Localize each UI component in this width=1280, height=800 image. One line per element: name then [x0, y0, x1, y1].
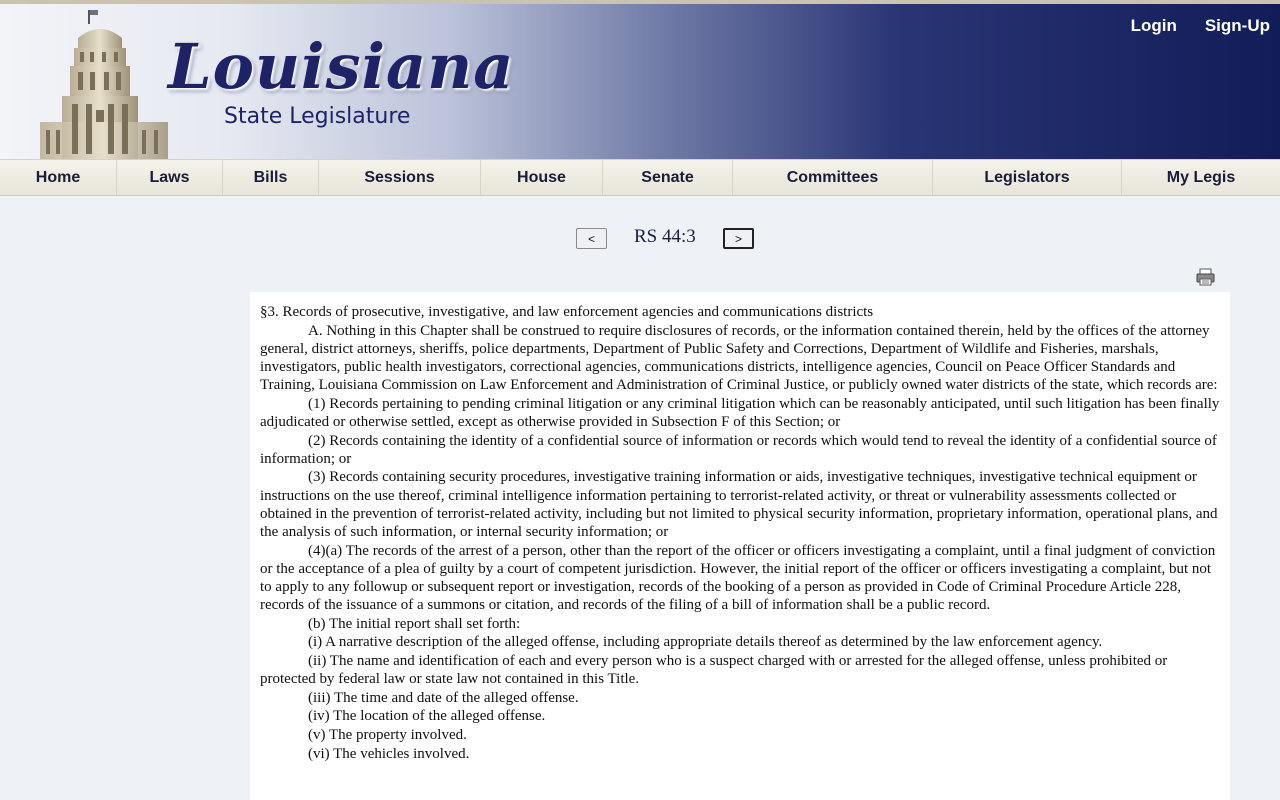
nav-item-bills[interactable]: Bills — [223, 160, 319, 195]
statute-paragraph: (iv) The location of the alleged offense. — [308, 708, 546, 725]
printer-icon[interactable] — [1196, 268, 1215, 286]
statute-paragraph: (b) The initial report shall set forth: — [308, 615, 521, 632]
logo-subtitle: State Legislature — [224, 104, 411, 129]
statute-paragraph: (4)(a) The records of the arrest of a person, other than the report of the officer or officers investigating a complaint, until a final judgment of conviction or the acceptance of a plea of guilty by a court of competent jurisdiction. However, the initial report of the officer or officers investigating a complaint, but not to apply to any followup or subsequent report or investigation, records of the booking of a person as provided in Code of Criminal Procedure Article 228, records of the issuance of a summons or citation, and records of the filing of a bill of information shall be a public record. — [260, 542, 1216, 614]
nav-item-my-legis[interactable]: My Legis — [1166, 168, 1236, 186]
statute-paragraph: A. Nothing in this Chapter shall be construed to require disclosures of records, or the information contained therein, held by the offices of the attorney general, district attorneys, sheriffs, police departments, Department of Public Safety and Corrections, Department of Wildlife and Fisheries, marshals, investigators, public health investigators, correctional agencies, communications districts, intelligence agencies, Council on Peace Officer Standards and Training, Louisiana Commission on Law Enforcement and Administration of Criminal Justice, or publicly owned water districts of the state, which records are: — [260, 322, 1218, 394]
main-nav — [0, 159, 1280, 196]
nav-item-senate[interactable]: Senate — [603, 160, 733, 195]
statute-paragraph: (3) Records containing security procedures, investigative training information or aids, investigative techniques, investigative technical equipment or instructions on the use thereof, criminal intelligence information pertaining to terrorist-related activity, or threat or vulnerability assessments collected or obtained in the prevention of terrorist-related activity, including but not limited to physical security information, proprietary information, operational plans, and the analysis of such information, or internal security information; or — [260, 469, 1218, 540]
nav-item-legislators[interactable]: Legislators — [933, 160, 1122, 195]
nav-item-laws[interactable]: Laws — [117, 160, 223, 195]
next-section-button[interactable]: > — [723, 228, 754, 249]
previous-section-button[interactable]: < — [576, 228, 607, 249]
logo-title: Louisiana — [168, 30, 515, 103]
statute-paragraph: (v) The property involved. — [308, 726, 467, 743]
capitol-building-icon — [32, 10, 168, 160]
statute-pager — [0, 224, 1280, 254]
statute-heading: §3. Records of prosecutive, investigative, and law enforcement agencies and communications districts — [260, 304, 874, 320]
signup-link[interactable]: Sign-Up — [1204, 16, 1270, 35]
statute-document — [250, 292, 1230, 800]
statute-paragraph: (iii) The time and date of the alleged offense. — [308, 689, 579, 706]
site-header — [0, 0, 1280, 160]
statute-paragraph: (1) Records pertaining to pending criminal litigation or any criminal litigation which can be reasonably anticipated, until such litigation has been finally adjudicated or otherwise settled, except as otherwise provided in Subsection F of this Section; or — [260, 395, 1220, 430]
statute-title: RS 44:3 — [634, 226, 696, 247]
nav-item-sessions[interactable]: Sessions — [319, 160, 481, 195]
auth-links — [1131, 16, 1270, 36]
statute-paragraph: (2) Records containing the identity of a confidential source of information or records which would tend to reveal the identity of a confidential source of information; or — [260, 432, 1217, 467]
statute-paragraph: (i) A narrative description of the alleged offense, including appropriate details thereof as determined by the law enforcement agency. — [308, 634, 1103, 651]
nav-item-home[interactable]: Home — [0, 160, 117, 195]
nav-item-committees[interactable]: Committees — [733, 160, 933, 195]
nav-item-house[interactable]: House — [481, 160, 603, 195]
header-top-border — [0, 0, 1280, 4]
login-link[interactable]: Login — [1130, 16, 1177, 35]
statute-paragraph: (vi) The vehicles involved. — [308, 745, 470, 762]
statute-paragraph: (ii) The name and identification of each and every person who is a suspect charged with or arrested for the alleged offense, unless prohibited or protected by federal law or state law not contained in this Title. — [260, 652, 1168, 688]
